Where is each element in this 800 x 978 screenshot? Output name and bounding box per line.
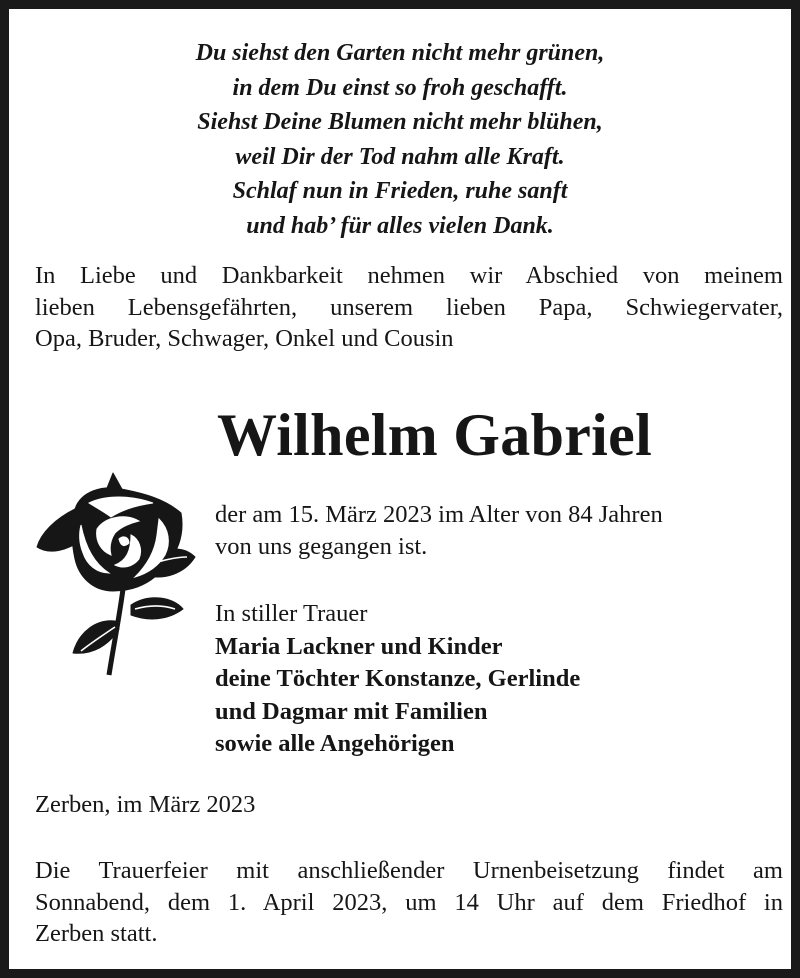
farewell-intro xyxy=(35,260,783,355)
deceased-name: Wilhelm Gabriel xyxy=(217,402,653,468)
poem-line: und hab’ für alles vielen Dank. xyxy=(246,212,554,239)
poem-line: Du siehst den Garten nicht mehr grünen, xyxy=(195,40,605,66)
mourners-block xyxy=(215,598,580,761)
mourner-line: deine Töchter Konstanze, Gerlinde xyxy=(215,665,581,692)
memorial-poem xyxy=(9,36,791,243)
funeral-info xyxy=(35,855,783,950)
passing-details xyxy=(215,499,663,563)
mourner-line: Maria Lackner und Kinder xyxy=(215,632,503,660)
place-date: Zerben, im März 2023 xyxy=(35,791,256,818)
intro-line: Opa, Bruder, Schwager, Onkel und Cousin xyxy=(35,325,454,352)
mourner-line: und Dagmar mit Familien xyxy=(215,697,488,725)
poem-line: Schlaf nun in Frieden, ruhe sanft xyxy=(232,178,568,204)
poem-line: in dem Du einst so froh geschafft. xyxy=(232,74,568,101)
funeral-line: Zerben statt. xyxy=(35,920,158,947)
poem-line: weil Dir der Tod nahm alle Kraft. xyxy=(235,143,565,170)
mourners-heading: In stiller Trauer xyxy=(215,600,368,627)
mourner-line: sowie alle Angehörigen xyxy=(215,730,455,757)
passing-line: von uns gegangen ist. xyxy=(215,533,428,560)
poem-line: Siehst Deine Blumen nicht mehr blühen, xyxy=(197,109,603,135)
funeral-line: Die Trauerfeier mit anschließender Urnenbeisetzung findet am xyxy=(35,857,783,884)
intro-line: lieben Lebensgefährten, unserem lieben Papa, Schwiegervater, xyxy=(35,293,783,321)
passing-line: der am 15. März 2023 im Alter von 84 Jahren xyxy=(215,501,663,528)
funeral-line: Sonnabend, dem 1. April 2023, um 14 Uhr auf dem Friedhof in xyxy=(35,888,783,916)
intro-line: In Liebe und Dankbarkeit nehmen wir Abschied von meinem xyxy=(35,262,783,289)
rose-icon xyxy=(35,469,197,679)
